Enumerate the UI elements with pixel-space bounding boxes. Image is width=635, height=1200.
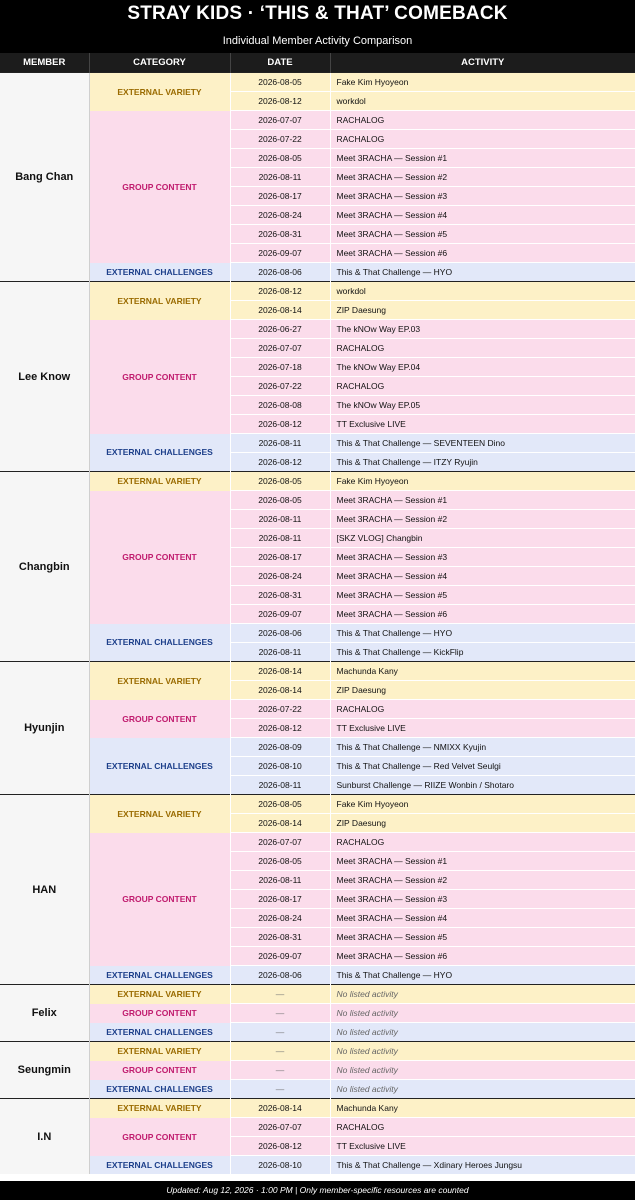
- activity-name: RACHALOG: [330, 130, 635, 149]
- activity-date: 2026-08-09: [230, 738, 330, 757]
- column-header-date: DATE: [230, 53, 330, 73]
- activity-date: 2026-08-05: [230, 491, 330, 510]
- activity-date: 2026-08-10: [230, 1156, 330, 1175]
- category-label: EXTERNAL CHALLENGES: [89, 624, 230, 662]
- table-row: [0, 320, 635, 339]
- activity-name: Meet 3RACHA — Session #4: [330, 567, 635, 586]
- table-row: [0, 1061, 635, 1080]
- member-name: Bang Chan: [0, 73, 89, 282]
- table-body: [0, 73, 635, 1175]
- activity-name: This & That Challenge — ITZY Ryujin: [330, 453, 635, 472]
- activity-date: 2026-08-31: [230, 225, 330, 244]
- category-label: EXTERNAL CHALLENGES: [89, 1023, 230, 1042]
- activity-name: [SKZ VLOG] Changbin: [330, 529, 635, 548]
- activity-date: 2026-08-12: [230, 453, 330, 472]
- activity-name: Meet 3RACHA — Session #6: [330, 605, 635, 624]
- activity-name: TT Exclusive LIVE: [330, 1137, 635, 1156]
- activity-name: ZIP Daesung: [330, 681, 635, 700]
- category-label: GROUP CONTENT: [89, 1118, 230, 1156]
- table-row: [0, 700, 635, 719]
- member-name: I.N: [0, 1099, 89, 1175]
- activity-name: Meet 3RACHA — Session #1: [330, 149, 635, 168]
- activity-date: —: [230, 1004, 330, 1023]
- activity-date: 2026-08-31: [230, 928, 330, 947]
- activity-name: Fake Kim Hyoyeon: [330, 73, 635, 92]
- activity-name: RACHALOG: [330, 377, 635, 396]
- activity-name: Meet 3RACHA — Session #4: [330, 909, 635, 928]
- activity-date: 2026-08-12: [230, 92, 330, 111]
- column-header-activity: ACTIVITY: [330, 53, 635, 73]
- table-row: [0, 985, 635, 1004]
- footer-note: Updated: Aug 12, 2026 · 1:00 PM | Only member-specific resources are counted: [0, 1181, 635, 1200]
- activity-date: —: [230, 1061, 330, 1080]
- table-row: [0, 1004, 635, 1023]
- activity-date: 2026-08-14: [230, 681, 330, 700]
- category-label: GROUP CONTENT: [89, 700, 230, 738]
- activity-date: 2026-08-11: [230, 643, 330, 662]
- activity-date: 2026-07-22: [230, 377, 330, 396]
- activity-name: This & That Challenge — HYO: [330, 624, 635, 643]
- activity-name: Sunburst Challenge — RIIZE Wonbin / Shotaro: [330, 776, 635, 795]
- activity-name: Meet 3RACHA — Session #5: [330, 225, 635, 244]
- activity-name: Machunda Kany: [330, 662, 635, 681]
- activity-name: RACHALOG: [330, 833, 635, 852]
- table-row: [0, 434, 635, 453]
- activity-name: This & That Challenge — KickFlip: [330, 643, 635, 662]
- table-row: [0, 1023, 635, 1042]
- activity-name: This & That Challenge — HYO: [330, 966, 635, 985]
- activity-date: 2026-08-06: [230, 966, 330, 985]
- activity-date: 2026-09-07: [230, 244, 330, 263]
- activity-date: 2026-08-05: [230, 73, 330, 92]
- member-name: Hyunjin: [0, 662, 89, 795]
- table-row: [0, 73, 635, 92]
- member-name: Changbin: [0, 472, 89, 662]
- table-row: [0, 282, 635, 301]
- category-label: EXTERNAL VARIETY: [89, 472, 230, 491]
- activity-date: 2026-07-07: [230, 833, 330, 852]
- table-row: [0, 472, 635, 491]
- table-row: [0, 966, 635, 985]
- activity-date: 2026-08-05: [230, 795, 330, 814]
- category-label: EXTERNAL CHALLENGES: [89, 434, 230, 472]
- activity-date: 2026-08-14: [230, 814, 330, 833]
- category-label: EXTERNAL CHALLENGES: [89, 966, 230, 985]
- activity-date: 2026-08-08: [230, 396, 330, 415]
- member-name: Felix: [0, 985, 89, 1042]
- activity-date: 2026-08-11: [230, 510, 330, 529]
- activity-date: 2026-08-11: [230, 168, 330, 187]
- table-row: [0, 263, 635, 282]
- table-row: [0, 738, 635, 757]
- activity-date: 2026-08-05: [230, 852, 330, 871]
- table-row: [0, 1080, 635, 1099]
- category-label: EXTERNAL CHALLENGES: [89, 1080, 230, 1099]
- member-name: HAN: [0, 795, 89, 985]
- activity-name: workdol: [330, 92, 635, 111]
- member-name: Lee Know: [0, 282, 89, 472]
- activity-date: 2026-08-17: [230, 187, 330, 206]
- activity-date: 2026-08-24: [230, 206, 330, 225]
- category-label: EXTERNAL VARIETY: [89, 73, 230, 111]
- table-row: [0, 624, 635, 643]
- activity-date: 2026-08-17: [230, 548, 330, 567]
- activity-name: Meet 3RACHA — Session #2: [330, 871, 635, 890]
- activity-name: Machunda Kany: [330, 1099, 635, 1118]
- activity-date: 2026-08-11: [230, 529, 330, 548]
- category-label: GROUP CONTENT: [89, 111, 230, 263]
- activity-date: 2026-08-11: [230, 776, 330, 795]
- activity-date: 2026-08-06: [230, 263, 330, 282]
- activity-name: Meet 3RACHA — Session #5: [330, 928, 635, 947]
- activity-table: [0, 53, 635, 1174]
- table-row: [0, 1042, 635, 1061]
- activity-date: —: [230, 985, 330, 1004]
- activity-name: Fake Kim Hyoyeon: [330, 472, 635, 491]
- table-row: [0, 111, 635, 130]
- column-header-member: MEMBER: [0, 53, 89, 73]
- activity-date: 2026-07-07: [230, 111, 330, 130]
- page-title: STRAY KIDS · ‘THIS & THAT’ COMEBACK: [127, 3, 508, 24]
- activity-date: 2026-08-24: [230, 909, 330, 928]
- table-row: [0, 795, 635, 814]
- activity-date: 2026-07-18: [230, 358, 330, 377]
- table-row: [0, 662, 635, 681]
- activity-name: Meet 3RACHA — Session #4: [330, 206, 635, 225]
- activity-name: TT Exclusive LIVE: [330, 719, 635, 738]
- activity-date: 2026-07-07: [230, 339, 330, 358]
- activity-name: Meet 3RACHA — Session #6: [330, 244, 635, 263]
- activity-name: TT Exclusive LIVE: [330, 415, 635, 434]
- category-label: EXTERNAL CHALLENGES: [89, 738, 230, 795]
- activity-name: Meet 3RACHA — Session #2: [330, 168, 635, 187]
- activity-date: 2026-08-12: [230, 282, 330, 301]
- activity-name: RACHALOG: [330, 111, 635, 130]
- activity-date: 2026-08-06: [230, 624, 330, 643]
- category-label: EXTERNAL CHALLENGES: [89, 1156, 230, 1175]
- activity-date: —: [230, 1042, 330, 1061]
- activity-name: No listed activity: [330, 1080, 635, 1099]
- activity-name: ZIP Daesung: [330, 301, 635, 320]
- activity-name: This & That Challenge — SEVENTEEN Dino: [330, 434, 635, 453]
- activity-date: 2026-08-11: [230, 871, 330, 890]
- table-header-row: [0, 53, 635, 73]
- table-row: [0, 1099, 635, 1118]
- activity-name: This & That Challenge — Red Velvet Seulgi: [330, 757, 635, 776]
- activity-date: 2026-09-07: [230, 605, 330, 624]
- activity-name: Meet 3RACHA — Session #3: [330, 548, 635, 567]
- activity-date: 2026-07-22: [230, 130, 330, 149]
- table-row: [0, 833, 635, 852]
- activity-name: The kNOw Way EP.04: [330, 358, 635, 377]
- activity-name: The kNOw Way EP.03: [330, 320, 635, 339]
- category-label: EXTERNAL VARIETY: [89, 1042, 230, 1061]
- activity-name: RACHALOG: [330, 339, 635, 358]
- activity-name: Fake Kim Hyoyeon: [330, 795, 635, 814]
- activity-date: 2026-08-05: [230, 472, 330, 491]
- category-label: GROUP CONTENT: [89, 491, 230, 624]
- category-label: GROUP CONTENT: [89, 1061, 230, 1080]
- activity-name: No listed activity: [330, 985, 635, 1004]
- activity-name: No listed activity: [330, 1061, 635, 1080]
- activity-date: 2026-08-31: [230, 586, 330, 605]
- activity-date: 2026-08-05: [230, 149, 330, 168]
- category-label: EXTERNAL VARIETY: [89, 985, 230, 1004]
- activity-name: Meet 3RACHA — Session #3: [330, 890, 635, 909]
- activity-date: 2026-08-17: [230, 890, 330, 909]
- activity-date: 2026-08-14: [230, 662, 330, 681]
- column-header-category: CATEGORY: [89, 53, 230, 73]
- category-label: EXTERNAL VARIETY: [89, 1099, 230, 1118]
- category-label: GROUP CONTENT: [89, 833, 230, 966]
- activity-date: —: [230, 1080, 330, 1099]
- category-label: EXTERNAL VARIETY: [89, 795, 230, 833]
- activity-name: No listed activity: [330, 1042, 635, 1061]
- activity-name: Meet 3RACHA — Session #2: [330, 510, 635, 529]
- page-header: [0, 0, 635, 53]
- activity-name: Meet 3RACHA — Session #5: [330, 586, 635, 605]
- activity-name: Meet 3RACHA — Session #1: [330, 852, 635, 871]
- activity-name: This & That Challenge — Xdinary Heroes Jungsu: [330, 1156, 635, 1175]
- category-label: EXTERNAL VARIETY: [89, 282, 230, 320]
- activity-date: —: [230, 1023, 330, 1042]
- activity-name: This & That Challenge — NMIXX Kyujin: [330, 738, 635, 757]
- activity-name: No listed activity: [330, 1023, 635, 1042]
- activity-date: 2026-07-07: [230, 1118, 330, 1137]
- page-subtitle: Individual Member Activity Comparison: [222, 35, 413, 47]
- table-row: [0, 491, 635, 510]
- activity-name: RACHALOG: [330, 700, 635, 719]
- activity-name: No listed activity: [330, 1004, 635, 1023]
- activity-name: workdol: [330, 282, 635, 301]
- activity-date: 2026-08-14: [230, 1099, 330, 1118]
- activity-date: 2026-08-12: [230, 719, 330, 738]
- activity-name: This & That Challenge — HYO: [330, 263, 635, 282]
- activity-date: 2026-08-11: [230, 434, 330, 453]
- category-label: EXTERNAL CHALLENGES: [89, 263, 230, 282]
- member-name: Seungmin: [0, 1042, 89, 1099]
- table-row: [0, 1118, 635, 1137]
- activity-name: Meet 3RACHA — Session #1: [330, 491, 635, 510]
- activity-name: ZIP Daesung: [330, 814, 635, 833]
- category-label: EXTERNAL VARIETY: [89, 662, 230, 700]
- activity-name: Meet 3RACHA — Session #3: [330, 187, 635, 206]
- table-row: [0, 1156, 635, 1175]
- activity-date: 2026-08-14: [230, 301, 330, 320]
- activity-name: Meet 3RACHA — Session #6: [330, 947, 635, 966]
- activity-date: 2026-09-07: [230, 947, 330, 966]
- activity-name: The kNOw Way EP.05: [330, 396, 635, 415]
- activity-date: 2026-08-12: [230, 1137, 330, 1156]
- activity-date: 2026-08-12: [230, 415, 330, 434]
- category-label: GROUP CONTENT: [89, 320, 230, 434]
- activity-date: 2026-08-24: [230, 567, 330, 586]
- activity-date: 2026-08-10: [230, 757, 330, 776]
- category-label: GROUP CONTENT: [89, 1004, 230, 1023]
- activity-date: 2026-07-22: [230, 700, 330, 719]
- activity-name: RACHALOG: [330, 1118, 635, 1137]
- activity-date: 2026-06-27: [230, 320, 330, 339]
